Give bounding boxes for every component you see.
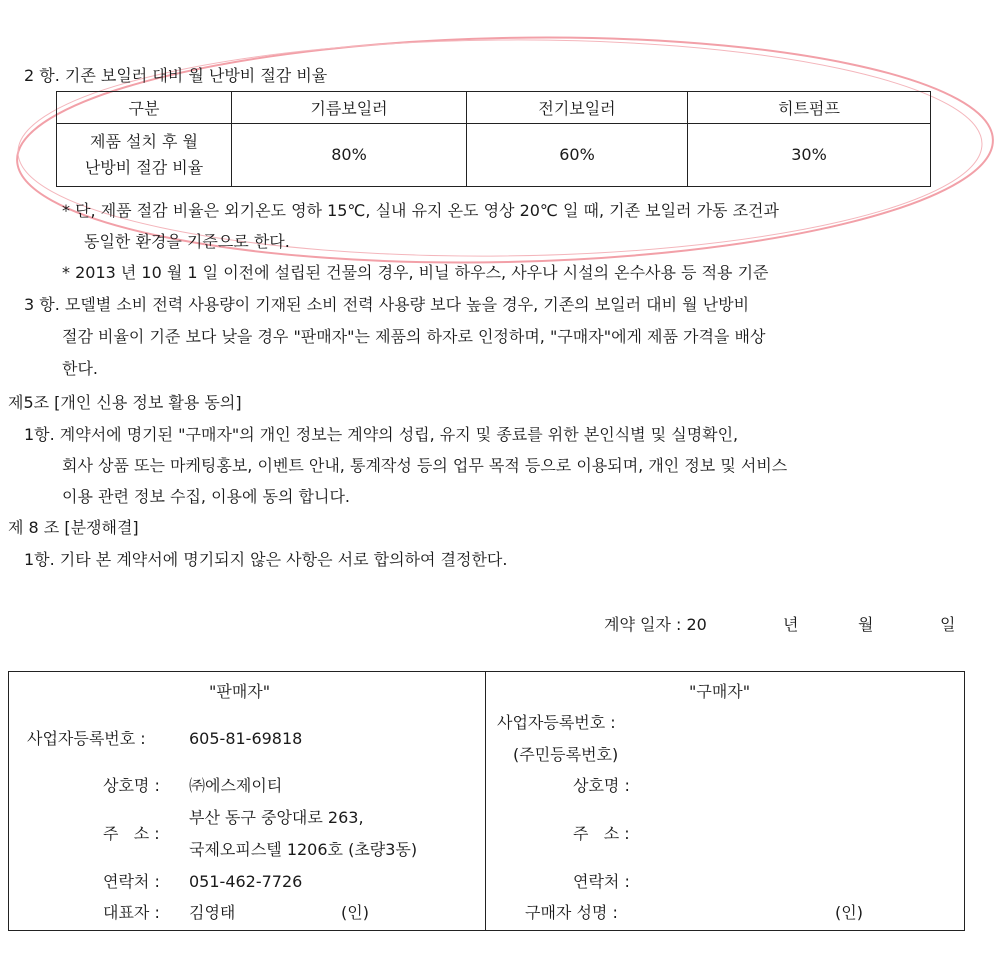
table-header-row [57, 92, 931, 124]
seller-addr-line-1: 부산 동구 중앙대로 263, [189, 808, 364, 827]
buyer-name-label: 상호명 : [573, 776, 630, 795]
buyer-reg-sub: (주민등록번호) [513, 745, 619, 764]
row-label-line: 제품 설치 후 월 [90, 132, 198, 151]
buyer-addr-label: 주 소 : [573, 824, 630, 843]
signature-divider [485, 672, 486, 930]
table-row-label [57, 124, 232, 187]
article-5-line-3: 이용 관련 정보 수집, 이용에 동의 합니다. [62, 487, 350, 506]
buyer-title: "구매자" [689, 682, 751, 701]
seller-title: "판매자" [209, 682, 271, 701]
signature-box [8, 671, 965, 931]
clause-3-line-2: 절감 비율이 기준 보다 낮을 경우 "판매자"는 제품의 하자로 인정하며, "구매자"에게 제품 가격을 배상 [62, 327, 766, 346]
article-5-title: 제5조 [개인 신용 정보 활용 동의] [8, 393, 242, 412]
table-cell: 80% [232, 124, 467, 187]
seller-addr-label: 주 소 : [103, 824, 160, 843]
seller-rep-value: 김영태 [189, 903, 236, 922]
note-1-line-1: * 단, 제품 절감 비율은 외기온도 영하 15℃, 실내 유지 온도 영상 20℃ 일 때, 기존 보일러 가동 조건과 [62, 201, 779, 220]
buyer-seal: (인) [835, 903, 863, 922]
buyer-reg-label: 사업자등록번호 : [497, 713, 616, 732]
table-row [57, 124, 931, 187]
table-header-cell: 전기보일러 [467, 92, 688, 124]
seller-name-label: 상호명 : [103, 776, 160, 795]
contract-date-year: 년 [783, 615, 799, 634]
seller-phone-value: 051-462-7726 [189, 872, 303, 891]
seller-rep-label: 대표자 : [103, 903, 160, 922]
seller-addr-line-2: 국제오피스텔 1206호 (초량3동) [189, 840, 418, 859]
seller-name-value: ㈜에스제이티 [189, 776, 283, 795]
seller-reg-label: 사업자등록번호 : [27, 729, 146, 748]
note-2: * 2013 년 10 월 1 일 이전에 설립된 건물의 경우, 비닐 하우스, 사우나 시설의 온수사용 등 적용 기준 [62, 263, 769, 282]
article-5-line-1: 1항. 계약서에 명기된 "구매자"의 개인 정보는 계약의 성립, 유지 및 종료를 위한 본인식별 및 실명확인, [24, 425, 739, 444]
article-8-line-1: 1항. 기타 본 계약서에 명기되지 않은 사항은 서로 합의하여 결정한다. [24, 550, 508, 569]
article-8-title: 제 8 조 [분쟁해결] [8, 518, 139, 537]
clause-2-heading: 2 항. 기존 보일러 대비 월 난방비 절감 비율 [24, 66, 328, 85]
seller-seal: (인) [341, 903, 369, 922]
row-label-line: 난방비 절감 비율 [84, 158, 204, 177]
table-cell: 30% [688, 124, 931, 187]
clause-3-line-1: 3 항. 모델별 소비 전력 사용량이 기재된 소비 전력 사용량 보다 높을 경우, 기존의 보일러 대비 월 난방비 [24, 295, 750, 314]
contract-date-label: 계약 일자 : 20 [604, 615, 707, 634]
note-1-line-2: 동일한 환경을 기준으로 한다. [84, 232, 290, 251]
saving-ratio-table [56, 91, 931, 187]
buyer-phone-label: 연락처 : [573, 872, 630, 891]
buyer-sign-label: 구매자 성명 : [525, 903, 618, 922]
article-5-line-2: 회사 상품 또는 마케팅홍보, 이벤트 안내, 통계작성 등의 업무 목적 등으로 이용되며, 개인 정보 및 서비스 [62, 456, 788, 475]
table-header-cell: 기름보일러 [232, 92, 467, 124]
seller-reg-value: 605-81-69818 [189, 729, 303, 748]
contract-date-day: 일 [940, 615, 956, 634]
clause-3-line-3: 한다. [62, 359, 98, 378]
table-header-cell: 구분 [57, 92, 232, 124]
table-header-cell: 히트펌프 [688, 92, 931, 124]
table-cell: 60% [467, 124, 688, 187]
seller-phone-label: 연락처 : [103, 872, 160, 891]
contract-date-month: 월 [858, 615, 874, 634]
